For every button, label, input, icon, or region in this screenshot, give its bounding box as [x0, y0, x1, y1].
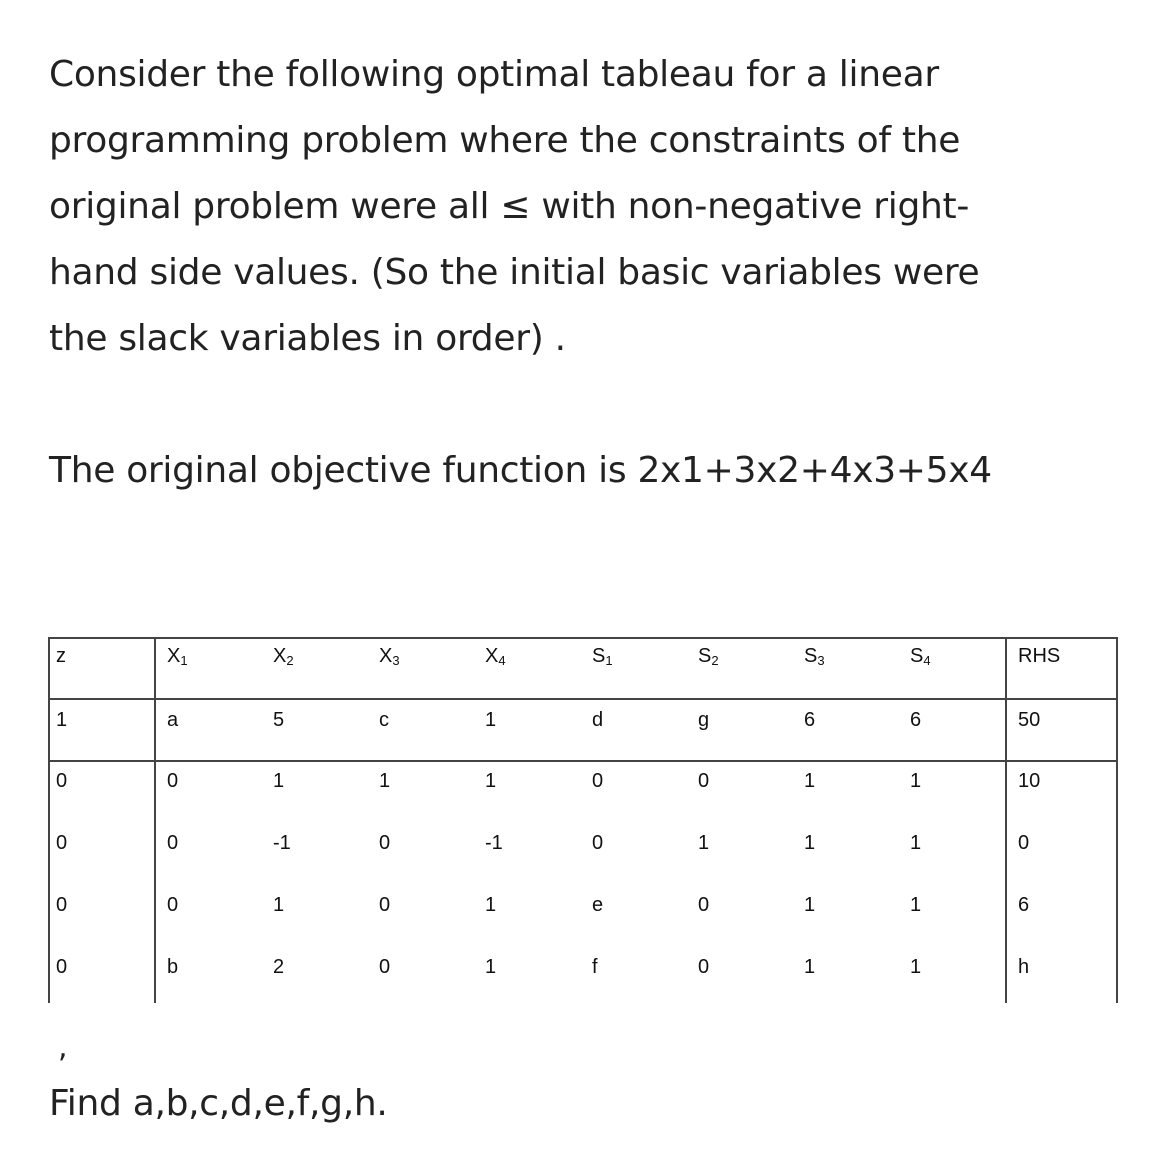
table-cell: 0 [167, 894, 179, 916]
header-label: X [273, 645, 287, 667]
table-cell: -1 [273, 832, 291, 854]
table-cell: 1 [485, 956, 497, 978]
table-cell: 0 [698, 894, 710, 916]
header-label: z [56, 645, 66, 667]
table-cell: 1 [804, 956, 816, 978]
table-cell: 0 [698, 956, 710, 978]
header-label: X [485, 645, 499, 667]
table-cell: 0 [56, 894, 68, 916]
table-cell: 6 [804, 709, 816, 731]
table-cell: 0 [379, 832, 391, 854]
header-label: S [804, 645, 818, 667]
question-text: Find a,b,c,d,e,f,g,h. [49, 1083, 388, 1124]
table-cell: 50 [1018, 709, 1041, 731]
table-rule [48, 760, 1118, 762]
table-cell: 1 [910, 770, 922, 792]
column-header [167, 645, 188, 668]
table-rule [48, 637, 50, 1003]
table-cell: -1 [485, 832, 503, 854]
table-cell: 1 [56, 709, 68, 731]
column-header [485, 645, 506, 668]
header-subscript: 4 [498, 653, 506, 668]
table-cell: d [592, 709, 604, 731]
intro-line: hand side values. (So the initial basic variables were [49, 252, 980, 293]
intro-line: programming problem where the constraints of the [49, 120, 961, 161]
table-cell: 1 [379, 770, 391, 792]
column-header [804, 645, 825, 668]
table-cell: 0 [1018, 832, 1030, 854]
header-subscript: 2 [286, 653, 294, 668]
header-subscript: 3 [817, 653, 825, 668]
column-header [273, 645, 294, 668]
header-label: S [592, 645, 606, 667]
header-subscript: 4 [923, 653, 931, 668]
table-cell: 1 [273, 894, 285, 916]
header-subscript: 1 [180, 653, 188, 668]
intro-line: the slack variables in order) . [49, 318, 566, 359]
table-cell: 5 [273, 709, 285, 731]
table-cell: 1 [804, 832, 816, 854]
table-rule [48, 637, 1118, 639]
table-cell: 1 [698, 832, 710, 854]
table-rule [1116, 637, 1118, 1003]
table-cell: 2 [273, 956, 285, 978]
table-cell: 0 [167, 832, 179, 854]
table-rule [48, 698, 1118, 700]
table-cell: 1 [804, 770, 816, 792]
table-cell: 0 [698, 770, 710, 792]
problem-intro [49, 42, 979, 372]
column-header [1018, 645, 1060, 668]
table-rule [1005, 637, 1007, 1003]
column-header [592, 645, 613, 668]
header-subscript: 2 [711, 653, 719, 668]
table-cell: 0 [379, 956, 391, 978]
intro-line: original problem were all ≤ with non-negative right- [49, 186, 970, 227]
header-label: S [698, 645, 712, 667]
header-subscript: 1 [605, 653, 613, 668]
table-cell: 6 [1018, 894, 1030, 916]
table-cell: f [592, 956, 598, 978]
table-cell: 1 [910, 832, 922, 854]
table-cell: 1 [485, 709, 497, 731]
table-cell: 1 [910, 894, 922, 916]
header-label: X [167, 645, 181, 667]
table-cell: 0 [379, 894, 391, 916]
table-cell: 0 [56, 832, 68, 854]
header-label: S [910, 645, 924, 667]
table-cell: 1 [485, 770, 497, 792]
table-cell: g [698, 709, 710, 731]
table-cell: 1 [273, 770, 285, 792]
header-label: X [379, 645, 393, 667]
table-cell: 0 [56, 956, 68, 978]
table-cell: e [592, 894, 604, 916]
table-cell: a [167, 709, 179, 731]
table-cell: 0 [56, 770, 68, 792]
table-cell: 6 [910, 709, 922, 731]
intro-line: Consider the following optimal tableau for a linear [49, 54, 939, 95]
table-cell: 0 [167, 770, 179, 792]
column-header [698, 645, 719, 668]
table-cell: 1 [804, 894, 816, 916]
header-subscript: 3 [392, 653, 400, 668]
header-label: RHS [1018, 645, 1061, 667]
stray-comma: , [58, 1030, 68, 1065]
column-header [379, 645, 400, 668]
table-cell: 0 [592, 770, 604, 792]
table-cell: c [379, 709, 389, 731]
objective-function-text: The original objective function is 2x1+3x2+4x3+5x4 [49, 450, 992, 491]
column-header [56, 645, 66, 668]
table-cell: 0 [592, 832, 604, 854]
table-cell: 10 [1018, 770, 1041, 792]
table-cell: 1 [910, 956, 922, 978]
table-cell: h [1018, 956, 1030, 978]
column-header [910, 645, 931, 668]
table-rule [154, 637, 156, 1003]
table-cell: b [167, 956, 179, 978]
table-cell: 1 [485, 894, 497, 916]
optimal-tableau [48, 637, 1118, 1003]
